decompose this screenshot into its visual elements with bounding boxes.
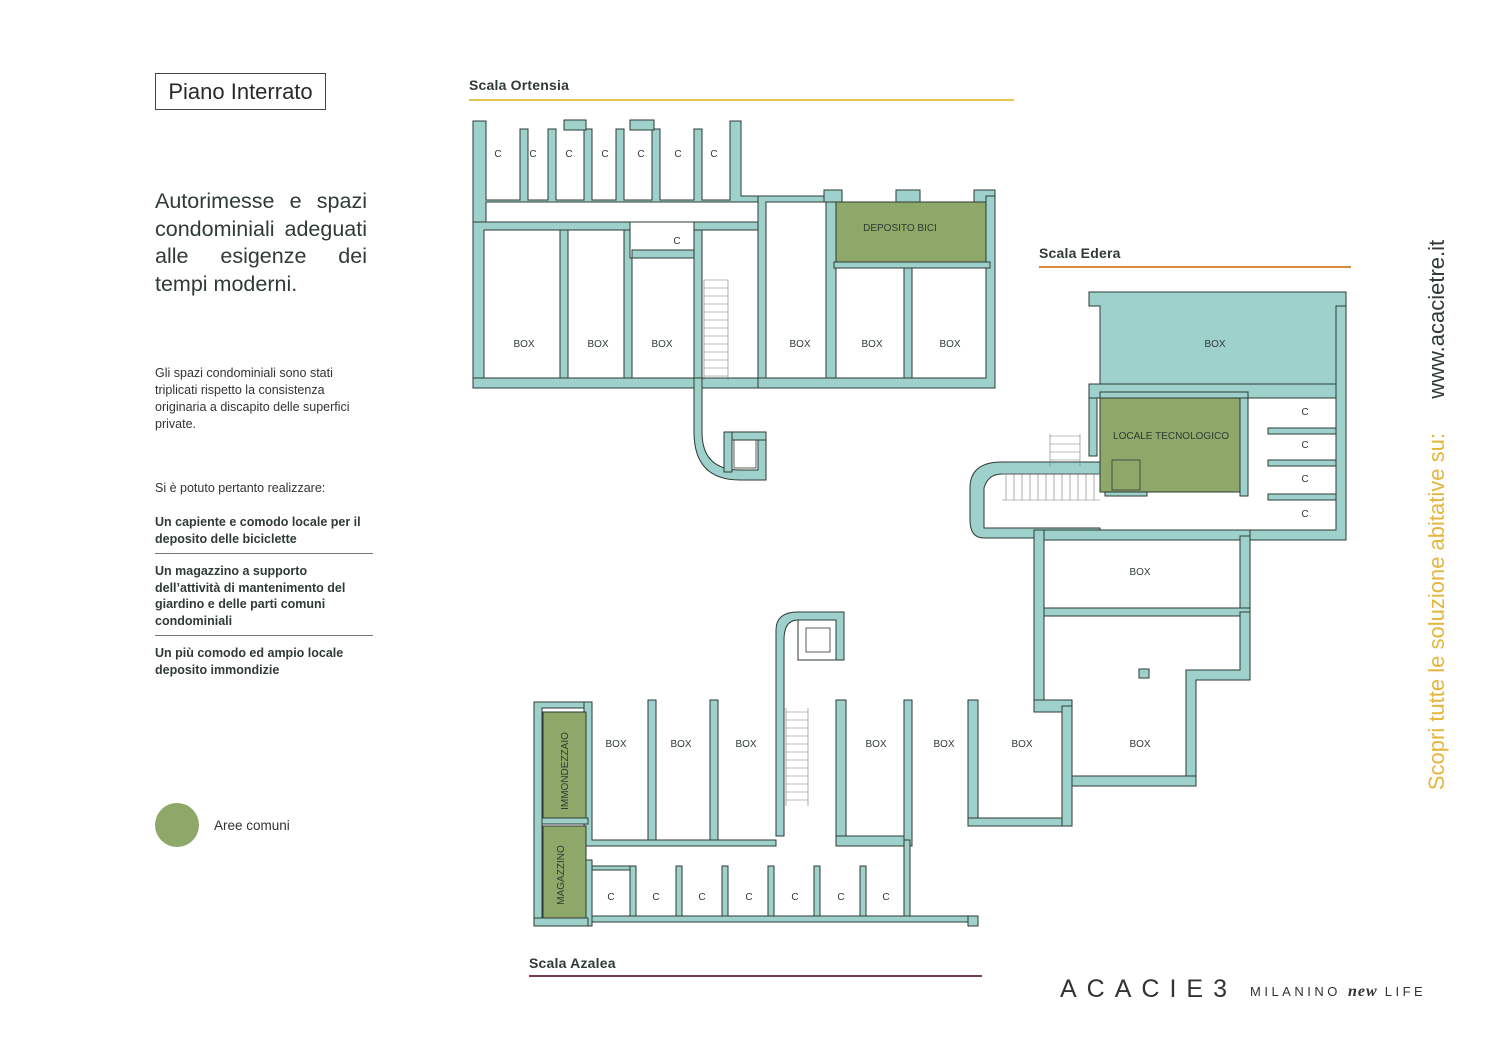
- legend-label: Aree comuni: [214, 818, 290, 833]
- brand-logo: ACACIE3: [1060, 975, 1237, 1003]
- page-title: Piano Interrato: [155, 73, 326, 110]
- locale-tecnologico-label: LOCALE TECNOLOGICO: [1113, 431, 1229, 442]
- stair-label-edera: Scala Edera: [1039, 245, 1121, 261]
- cellar-label: C: [1301, 474, 1309, 485]
- cellar-label: C: [698, 892, 706, 903]
- cta-url[interactable]: www.acacietre.it: [1424, 239, 1449, 399]
- brand-tagline: [1250, 983, 1426, 1001]
- cellar-label: C: [673, 236, 681, 247]
- cellar-label: C: [882, 892, 890, 903]
- box-label: BOX: [587, 339, 609, 350]
- feature-item: Un capiente e comodo locale per il deposito delle biciclette: [155, 512, 373, 554]
- box-label: BOX: [1011, 739, 1033, 750]
- cellar-label: C: [494, 149, 502, 160]
- box-label: BOX: [1129, 567, 1151, 578]
- brand-tag-prefix: MILANINO: [1250, 984, 1341, 999]
- cellar-label: C: [674, 149, 682, 160]
- cellar-label: C: [1301, 440, 1309, 451]
- box-label: BOX: [1129, 739, 1151, 750]
- cellar-label: C: [601, 149, 609, 160]
- magazzino-label: MAGAZZINO: [556, 845, 567, 905]
- box-label: BOX: [735, 739, 757, 750]
- cellar-label: C: [1301, 509, 1309, 520]
- feature-item: Un più comodo ed ampio locale deposito immondizie: [155, 646, 344, 677]
- cellar-label: C: [637, 149, 645, 160]
- deposito-bici-label: DEPOSITO BICI: [863, 223, 937, 234]
- box-label: BOX: [651, 339, 673, 350]
- immondezzaio-label: IMMONDEZZAIO: [560, 732, 571, 810]
- cellar-label: C: [837, 892, 845, 903]
- brand-tag-suffix: LIFE: [1384, 984, 1427, 999]
- cellar-label: C: [607, 892, 615, 903]
- stair-label-ortensia: Scala Ortensia: [469, 77, 570, 93]
- box-label: BOX: [861, 339, 883, 350]
- brand-tag-em: new: [1347, 983, 1378, 1000]
- box-label: BOX: [789, 339, 811, 350]
- cellar-label: C: [745, 892, 753, 903]
- box-label: BOX: [1204, 339, 1226, 350]
- cellar-label: C: [1301, 407, 1309, 418]
- cellar-label: C: [565, 149, 573, 160]
- box-label: BOX: [605, 739, 627, 750]
- cellar-label: C: [529, 149, 537, 160]
- cellar-label: C: [791, 892, 799, 903]
- cellar-label: C: [710, 149, 718, 160]
- box-label: BOX: [670, 739, 692, 750]
- cellar-label: C: [652, 892, 660, 903]
- features-lead: Si è potuto pertanto realizzare:: [155, 481, 326, 495]
- headline: Autorimesse e spazi condominiali adeguati alle esigenze dei tempi moderni.: [155, 189, 367, 296]
- box-label: BOX: [933, 739, 955, 750]
- cta-text: Scopri tutte le soluzione abitative su:: [1424, 433, 1449, 791]
- intro-text: Gli spazi condominiali sono stati triplicati rispetto la consistenza originaria a discapito delle superfici private.: [155, 366, 350, 431]
- box-label: BOX: [865, 739, 887, 750]
- feature-item: Un magazzino a supporto dell’attività di mantenimento del giardino e delle parti comuni condominiali: [155, 561, 373, 636]
- box-label: BOX: [939, 339, 961, 350]
- box-label: BOX: [513, 339, 535, 350]
- stair-label-azalea: Scala Azalea: [529, 955, 616, 971]
